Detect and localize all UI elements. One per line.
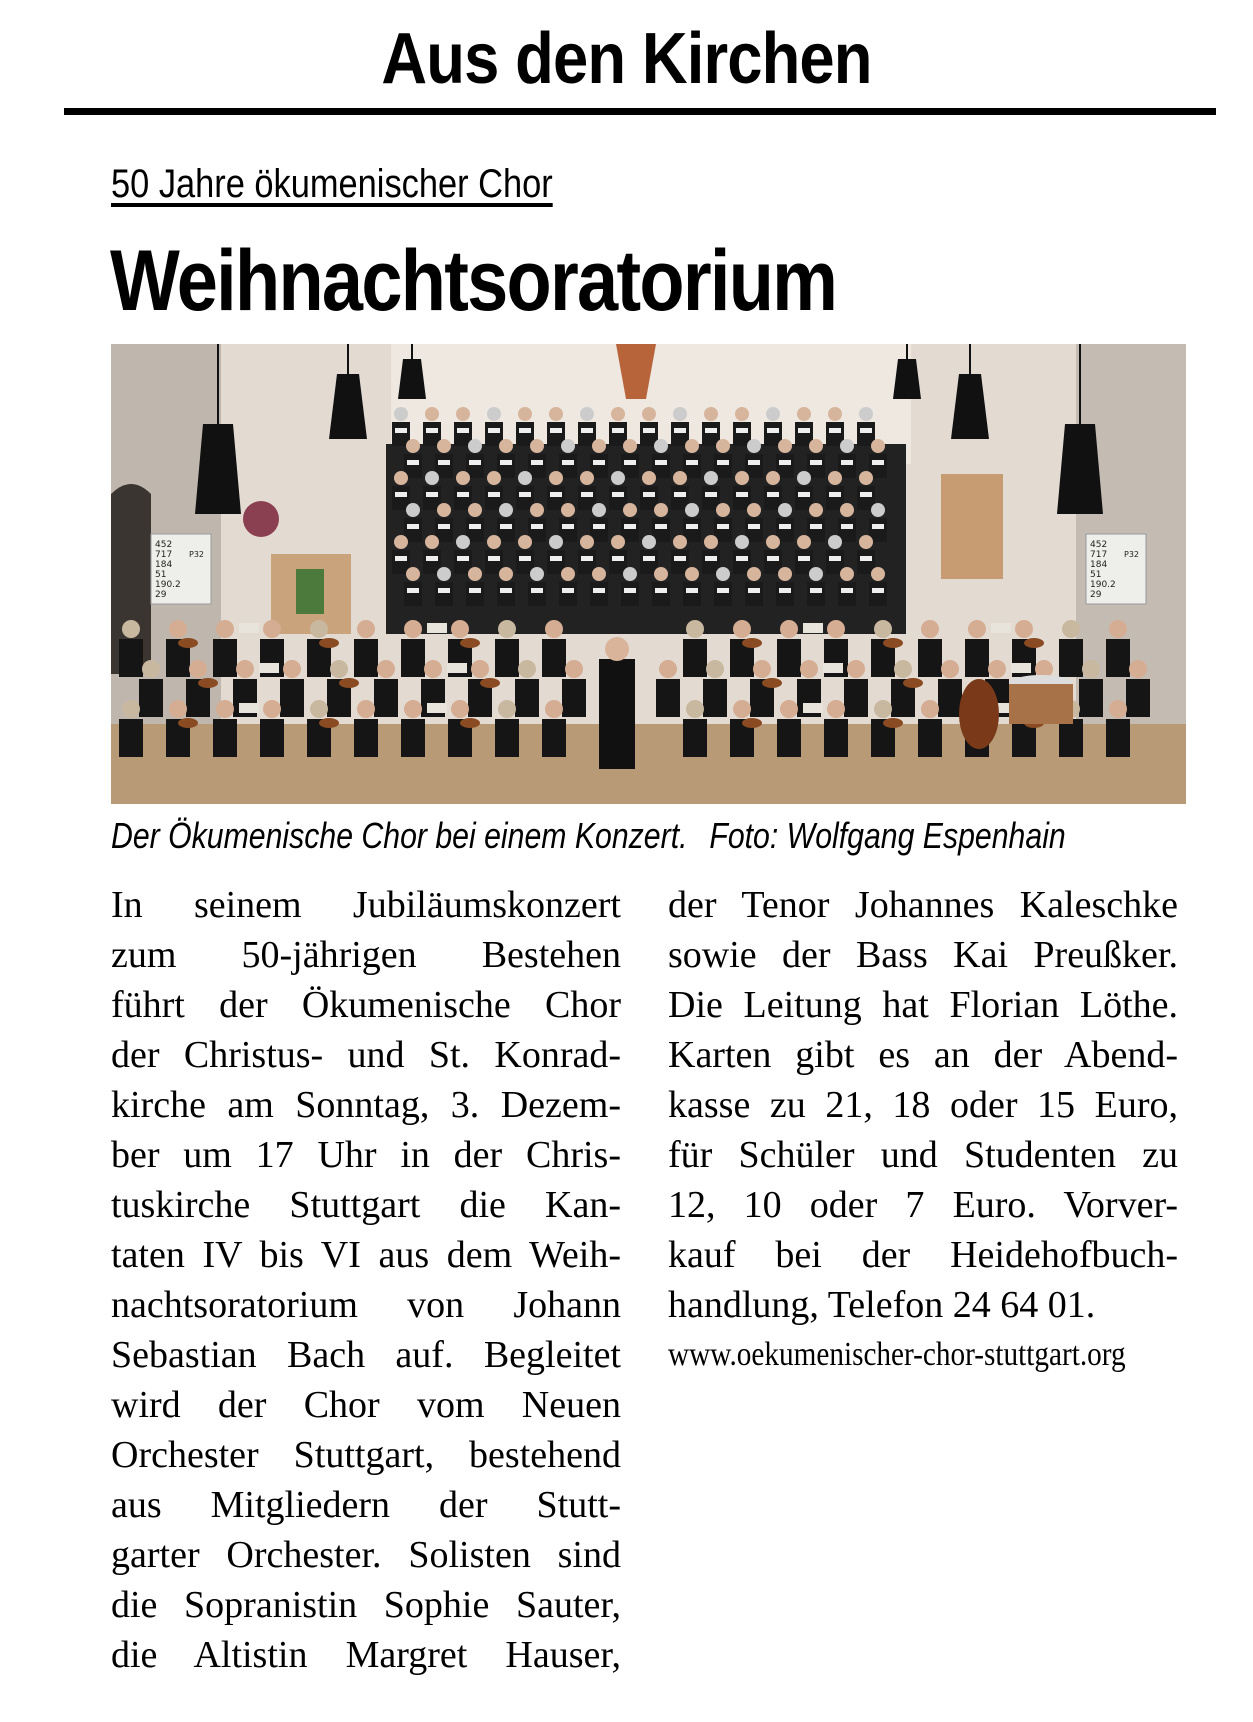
article-line: 12, 10 oder 7 Euro. Vorver- [668, 1184, 1178, 1226]
article-line: garter Orchester. Solisten sind [111, 1534, 621, 1576]
article-headline: Weihnachtsoratorium [110, 233, 837, 329]
section-header: Aus den Kirchen [381, 19, 872, 99]
article-line: taten IV bis VI aus dem Weih- [111, 1234, 621, 1276]
header-rule [64, 108, 1216, 115]
article-line: der Tenor Johannes Kaleschke [668, 884, 1178, 926]
article-kicker: 50 Jahre ökumenischer Chor [111, 162, 553, 206]
article-line: Orchester Stuttgart, bestehend [111, 1434, 621, 1476]
article-line: führt der Ökumenische Chor [111, 984, 621, 1026]
svg-text:P32: P32 [1124, 550, 1140, 559]
article-column-left [111, 880, 621, 1680]
article-line: zum 50-jährigen Bestehen [111, 934, 621, 976]
choir-website-url: www.oekumenischer-chor-stuttgart.org [668, 1336, 1126, 1373]
article-line: In seinem Jubiläumskonzert [111, 884, 621, 926]
article-line: nachtsoratorium von Johann [111, 1284, 621, 1326]
hymn-board-left: 452 717 184 51 190.2 29 [155, 540, 181, 600]
article-line: wird der Chor vom Neuen [111, 1384, 621, 1426]
article-line: kauf bei der Heidehofbuch- [668, 1234, 1178, 1276]
photo-credit: Foto: Wolfgang Espenhain [709, 815, 1066, 856]
caption-text: Der Ökumenische Chor bei einem Konzert. [111, 815, 688, 856]
article-line: Sebastian Bach auf. Begleitet [111, 1334, 621, 1376]
article-line: kirche am Sonntag, 3. Dezem- [111, 1084, 621, 1126]
article-column-right [668, 880, 1178, 1330]
svg-text:P32: P32 [189, 550, 205, 559]
photo-caption [111, 815, 1066, 857]
hymn-board-right: 452 717 184 51 190.2 29 [1090, 540, 1116, 600]
article-line: die Sopranistin Sophie Sauter, [111, 1584, 621, 1626]
article-line: Karten gibt es an der Abend- [668, 1034, 1178, 1076]
article-line: handlung, Telefon 24 64 01. [668, 1284, 1096, 1326]
article-line: Die Leitung hat Florian Löthe. [668, 984, 1178, 1026]
concert-photo [111, 344, 1186, 804]
article-line: kasse zu 21, 18 oder 15 Euro, [668, 1084, 1178, 1126]
article-line: ber um 17 Uhr in der Chris- [111, 1134, 621, 1176]
article-line: tuskirche Stuttgart die Kan- [111, 1184, 621, 1226]
article-line: sowie der Bass Kai Preußker. [668, 934, 1178, 976]
article-line: für Schüler und Studenten zu [668, 1134, 1178, 1176]
article-line: aus Mitgliedern der Stutt- [111, 1484, 621, 1526]
article-line: die Altistin Margret Hauser, [111, 1634, 621, 1676]
article-line: der Christus- und St. Konrad- [111, 1034, 621, 1076]
